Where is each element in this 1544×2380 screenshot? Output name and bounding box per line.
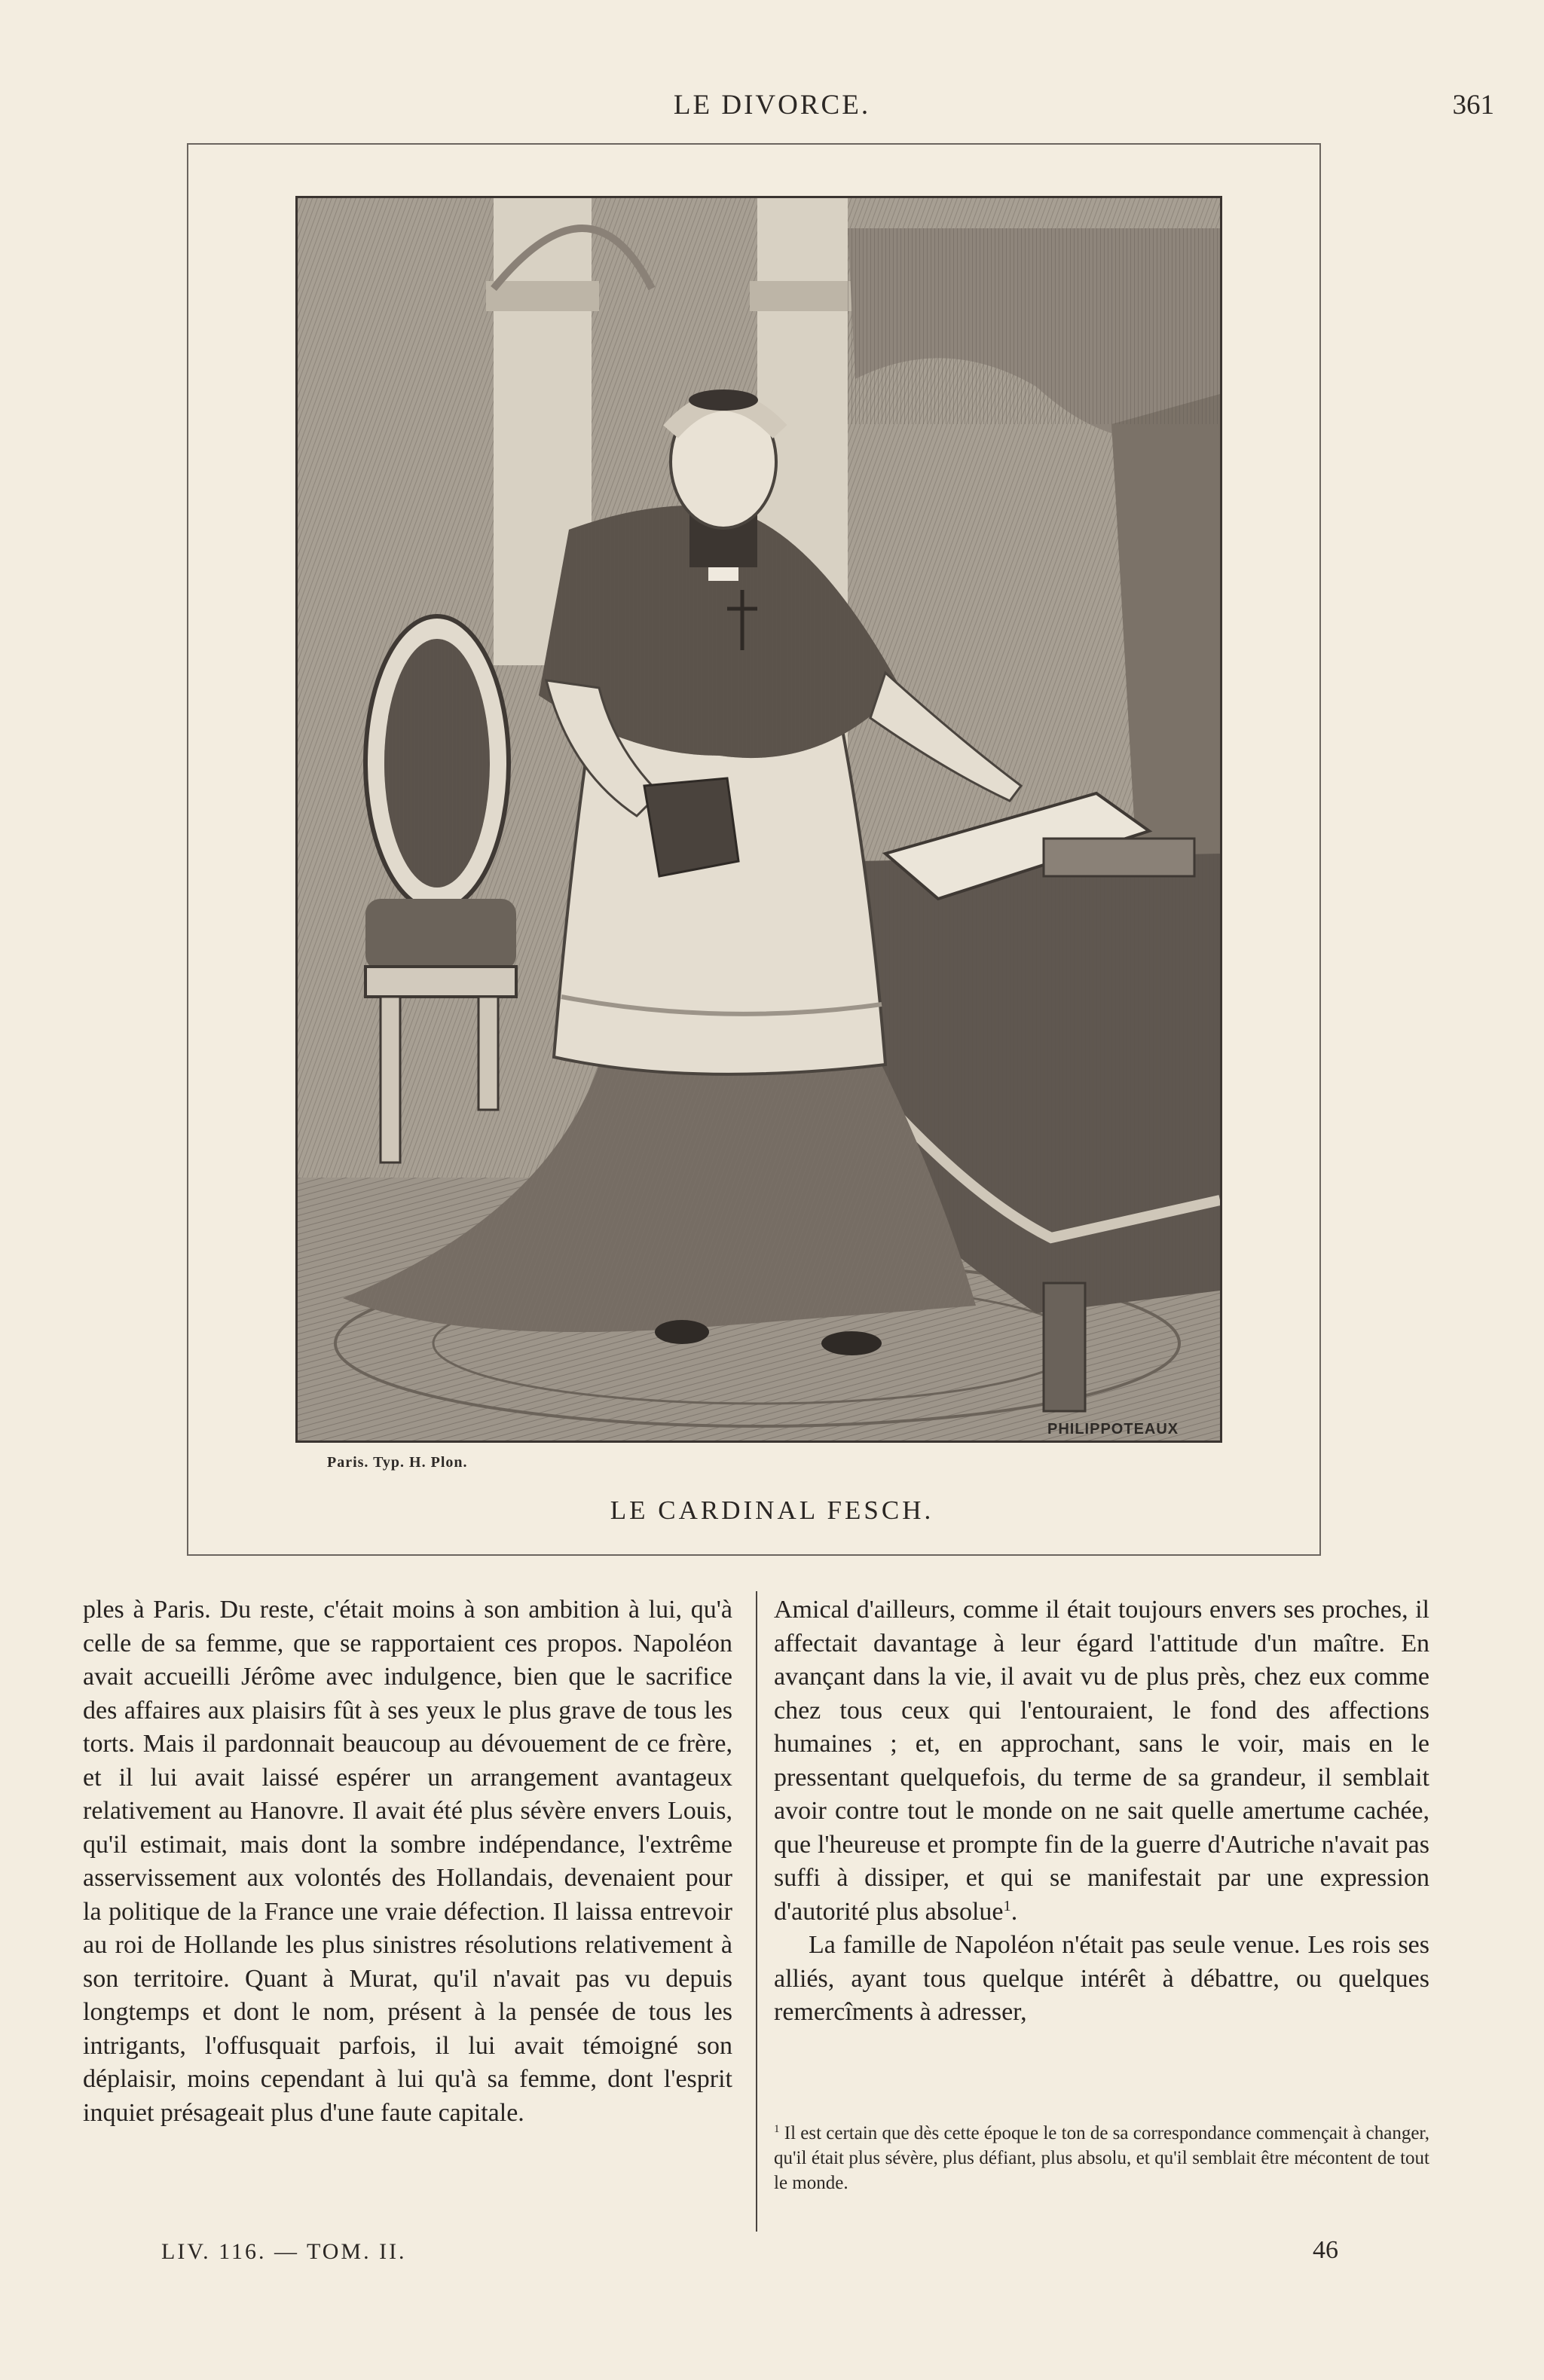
left-text-column — [83, 1593, 732, 2130]
engraver-signature: PHILIPPOTEAUX — [1047, 1421, 1179, 1437]
footnote-reference: 1 — [1003, 1897, 1011, 1914]
footnote-text: Il est certain que dès cette époque le ton de sa correspondance commençait à changer, qu'il était plus sévère, plus défiant, plus absolu, et qu'il semblait être mécontent de tout le monde. — [774, 2123, 1429, 2193]
footnote — [774, 2121, 1429, 2195]
printer-credit: Paris. Typ. H. Plon. — [327, 1454, 468, 1471]
footnote-marker: 1 — [774, 2123, 780, 2135]
right-text-column — [774, 1593, 1429, 2030]
sheet-number: 46 — [1313, 2236, 1338, 2264]
running-title: LE DIVORCE. — [673, 90, 871, 121]
plate-caption: LE CARDINAL FESCH. — [610, 1496, 934, 1525]
paragraph: Amical d'ailleurs, comme il était toujours envers ses proches, il affectait davantage à leur égard l'attitude d'un maître. En avançant dans la vie, il avait vu de plus près, chez eux comme chez tous ceux qui l'entouraient, le fond des affections humaines ; et, en approchant, sans le voir, mais en le pressentant quelquefois, du terme de sa grandeur, il semblait avoir contre tout le monde on ne sait quelle amertume cachée, que l'heureuse et prompte fin de la guerre d'Autriche n'avait pas suffi à dissiper, et qui se manifestait par une expression d'autorité plus absolue$^1$. — [774, 1596, 1429, 1926]
paragraph: ples à Paris. Du reste, c'était moins à son ambition à lui, qu'à celle de sa femme, que se rapportaient ces propos. Napoléon avait accueilli Jérôme avec indulgence, bien que le sacrifice des affaires aux plaisirs fût à ses yeux le plus grave de tous les torts. Mais il pardonnait beaucoup au dévouement de ce frère, et il lui avait laissé espérer un arrangement avantageux relativement au Hanovre. Il avait été plus sévère envers Louis, qu'il estimait, mais dont la sombre indépendance, l'extrême asservissement aux volontés des Hollandais, devenaient pour la politique de la France une vraie défection. Il laissa entrevoir au roi de Hollande les plus sinistres résolutions relativement à son territoire. Quant à Murat, qu'il n'avait pas vu depuis longtemps et dont le nom, présent à la pensée de tous les intrigants, l'offusquait parfois, il lui avait témoigné son déplaisir, moins cependant à lui qu'à sa femme, dont l'esprit inquiet présageait plus d'une faute capitale. — [83, 1596, 732, 2127]
paragraph: La famille de Napoléon n'était pas seule venue. Les rois ses alliés, ayant tous quelque intérêt à débattre, ou quelques remercîments à adresser, — [774, 1931, 1429, 2026]
paragraph-text: Amical d'ailleurs, comme il était toujours envers ses proches, il affectait davantage à leur égard l'attitude d'un maître. En avançant dans la vie, il avait vu de plus près, chez eux comme chez tous ceux qui l'entouraient, le fond des affections humaines ; et, en approchant, sans le voir, mais en le pressentant quelquefois, du terme de sa grandeur, il semblait avoir contre tout le monde on ne sait quelle amertume cachée, que l'heureuse et prompte fin de la guerre d'Autriche n'avait pas suffi à dissiper, et qui se manifestait par une expression d'autorité plus absolue — [774, 1596, 1429, 1926]
column-divider — [756, 1591, 757, 2232]
printer-signature: LIV. 116. — TOM. II. — [161, 2239, 407, 2264]
page-number: 361 — [1452, 90, 1494, 121]
engraving-illustration — [298, 198, 1220, 1441]
cardinal-portrait-engraving — [295, 196, 1222, 1443]
